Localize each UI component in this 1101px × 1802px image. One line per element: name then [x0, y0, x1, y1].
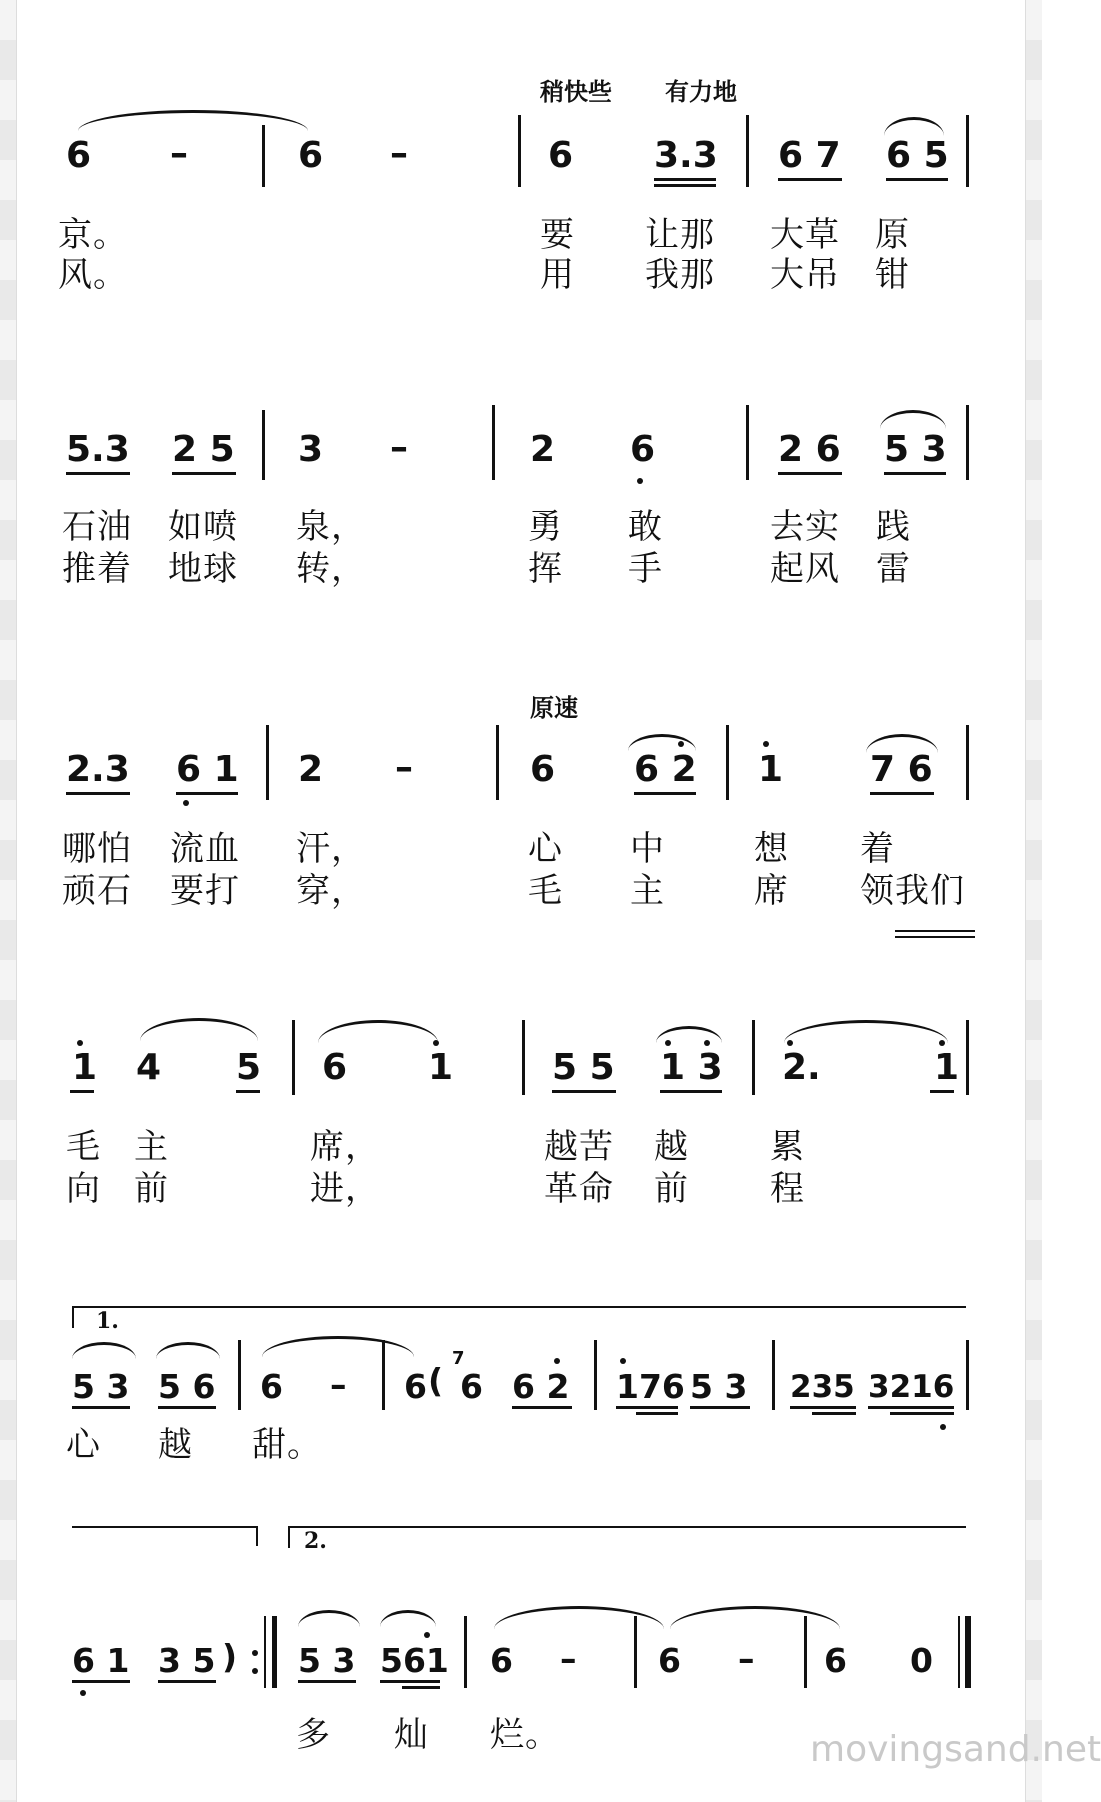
close-paren: )	[222, 1637, 238, 1676]
lyric: 推着	[62, 549, 132, 589]
lyric: 心	[528, 829, 563, 869]
note-group: 235	[790, 1369, 855, 1405]
barline	[804, 1616, 807, 1688]
note: 2	[298, 749, 324, 790]
first-ending-continuation	[72, 1526, 258, 1528]
lyric: 毛	[528, 871, 563, 911]
note-group: 5 3	[884, 429, 947, 470]
underline	[868, 1406, 954, 1409]
note-group: 5 3	[72, 1367, 130, 1406]
lyric: 如喷	[168, 507, 238, 547]
barline	[966, 1020, 969, 1095]
note-group: 6 5	[886, 135, 949, 176]
grace-note: 7	[452, 1348, 465, 1369]
lyric: 进，	[310, 1169, 380, 1209]
lyric: 前	[654, 1169, 689, 1209]
upper-octave-dot	[763, 741, 769, 747]
underline	[790, 1406, 856, 1409]
note-group: 6 7	[778, 135, 841, 176]
note-group: 176	[616, 1367, 685, 1406]
upper-octave-dot	[433, 1040, 439, 1046]
underline	[176, 792, 238, 795]
lyric: 领我们	[860, 871, 965, 911]
note: 1	[934, 1047, 960, 1088]
note: 5	[236, 1047, 262, 1088]
lower-octave-dot	[940, 1424, 946, 1430]
lyric: 钳	[875, 255, 910, 295]
barline	[966, 725, 969, 800]
note-group: 2.3	[66, 749, 130, 790]
note: 0	[910, 1641, 933, 1680]
lyric: 流血	[170, 829, 240, 869]
note: 6	[658, 1641, 681, 1680]
note: 6	[630, 429, 656, 470]
barline	[752, 1020, 755, 1095]
double-underline	[895, 930, 975, 932]
underline	[66, 792, 130, 795]
underline	[158, 1680, 216, 1683]
rest-dash: –	[390, 133, 408, 174]
lyric: 敢	[628, 507, 663, 547]
note: 6	[460, 1367, 483, 1406]
barline	[726, 725, 729, 800]
underline	[884, 472, 946, 475]
slur	[318, 1020, 438, 1043]
lower-octave-dot	[637, 478, 643, 484]
note: 6	[490, 1641, 513, 1680]
lyric: 席，	[310, 1127, 380, 1167]
lyric: 前	[134, 1169, 169, 1209]
barline	[518, 115, 521, 187]
watermark: movingsand.net	[810, 1729, 1101, 1770]
underline	[552, 1090, 616, 1093]
lyric: 大草	[770, 215, 840, 255]
note-group: 2 6	[778, 429, 841, 470]
lyric: 汗，	[296, 829, 366, 869]
barline	[464, 1616, 467, 1688]
lyric: 手	[628, 549, 663, 589]
barline	[746, 115, 749, 187]
note-group: 2 5	[172, 429, 235, 470]
lyric: 穿，	[296, 871, 366, 911]
note: 6	[530, 749, 556, 790]
note-group: 5 3	[690, 1367, 748, 1406]
underline	[654, 178, 716, 181]
note: 1	[758, 749, 784, 790]
note: 1	[72, 1047, 98, 1088]
volta-hook	[256, 1526, 258, 1546]
lyric: 起风	[770, 549, 840, 589]
final-thick-barline	[965, 1616, 971, 1688]
lyric: 践	[876, 507, 911, 547]
final-thin-barline	[958, 1616, 960, 1688]
note-group: 5 6	[158, 1367, 216, 1406]
lyric: 程	[770, 1169, 805, 1209]
rest-dash: –	[738, 1639, 755, 1678]
lower-octave-dot	[80, 1690, 86, 1696]
lyric: 地球	[168, 549, 238, 589]
barline	[966, 1340, 969, 1410]
barline	[238, 1340, 241, 1410]
barline	[746, 405, 749, 480]
upper-octave-dot	[678, 741, 684, 747]
upper-octave-dot	[787, 1040, 793, 1046]
note: 6	[298, 135, 324, 176]
tie	[784, 1020, 948, 1043]
slur	[380, 1610, 436, 1627]
note-group: 3216	[868, 1369, 955, 1405]
upper-octave-dot	[424, 1632, 430, 1638]
note-group: 6 1	[72, 1641, 130, 1680]
note: 2	[530, 429, 556, 470]
lyric: 原	[875, 215, 910, 255]
lyric: 去实	[770, 507, 840, 547]
volta-bracket	[288, 1526, 966, 1528]
slur	[72, 1342, 136, 1359]
lyric: 主	[630, 871, 665, 911]
lyric: 主	[134, 1127, 169, 1167]
tie	[262, 1336, 414, 1357]
rest-dash: –	[330, 1365, 347, 1404]
right-border-strip	[1025, 0, 1042, 1802]
lyric: 累	[770, 1127, 805, 1167]
note: 6	[404, 1367, 427, 1406]
upper-octave-dot	[939, 1040, 945, 1046]
tempo-instruction: 稍快些	[540, 78, 612, 106]
underline	[72, 1680, 130, 1683]
barline	[292, 1020, 295, 1095]
note: 6	[322, 1047, 348, 1088]
note-group: 1 3	[660, 1047, 723, 1088]
slur	[884, 117, 944, 136]
lower-octave-dot	[183, 800, 189, 806]
barline	[262, 125, 265, 187]
rest-dash: –	[170, 133, 188, 174]
lyric: 多	[296, 1715, 331, 1755]
barline	[266, 725, 269, 800]
barline	[966, 405, 969, 480]
volta-number: 2.	[304, 1528, 327, 1554]
open-paren: (	[428, 1361, 444, 1400]
underline	[930, 1090, 954, 1093]
lyric: 心	[66, 1425, 101, 1465]
rest-dash: –	[395, 747, 413, 788]
lyric: 泉，	[296, 507, 366, 547]
lyric: 中	[630, 829, 665, 869]
note: 3	[298, 429, 324, 470]
lyric: 顽石	[62, 871, 132, 911]
underline	[172, 472, 236, 475]
lyric: 向	[66, 1169, 101, 1209]
lyric: 勇	[528, 507, 563, 547]
lyric: 石油	[62, 507, 132, 547]
tempo-instruction: 原速	[530, 694, 578, 722]
lyric: 雷	[876, 549, 911, 589]
barline	[262, 410, 265, 480]
underline	[402, 1686, 440, 1689]
note-group: 5 5	[552, 1047, 615, 1088]
note-group: 6 1	[176, 749, 239, 790]
underline	[158, 1406, 216, 1409]
expression-instruction: 有力地	[665, 78, 737, 106]
slur	[880, 410, 946, 429]
lyric: 挥	[528, 549, 563, 589]
underline	[778, 178, 842, 181]
underline	[70, 1090, 94, 1093]
barline	[772, 1340, 775, 1410]
barline	[966, 115, 969, 187]
note: 1	[428, 1047, 454, 1088]
note-group: 561	[380, 1641, 449, 1680]
repeat-dot	[252, 1650, 258, 1656]
lyric: 转，	[296, 549, 366, 589]
lyric: 哪怕	[62, 829, 132, 869]
underline	[690, 1406, 750, 1409]
lyric: 用	[540, 255, 575, 295]
lyric: 要	[540, 215, 575, 255]
tie	[78, 110, 308, 131]
volta-hook	[288, 1526, 290, 1548]
upper-octave-dot	[704, 1040, 710, 1046]
rest-dash: –	[560, 1639, 577, 1678]
underline	[654, 184, 716, 187]
lyric: 风。	[58, 255, 128, 295]
tie	[494, 1606, 664, 1629]
underline	[634, 792, 696, 795]
rest-dash: –	[390, 427, 408, 468]
volta-number: 1.	[96, 1308, 119, 1334]
underline	[298, 1680, 356, 1683]
lyric: 着	[860, 829, 895, 869]
underline	[616, 1406, 678, 1409]
lyric: 越	[654, 1127, 689, 1167]
lyric: 烂。	[490, 1715, 560, 1755]
lyric: 革命	[544, 1169, 614, 1209]
underline	[660, 1090, 722, 1093]
underline	[636, 1412, 678, 1415]
left-border-strip	[0, 0, 17, 1802]
note-group: 6 2	[634, 749, 697, 790]
note-group: 7 6	[870, 749, 933, 790]
note: 6	[260, 1367, 283, 1406]
note-group: 3.3	[654, 135, 718, 176]
note-group: 5 3	[298, 1641, 356, 1680]
upper-octave-dot	[620, 1358, 626, 1364]
underline	[512, 1406, 572, 1409]
underline	[380, 1680, 440, 1683]
tie	[670, 1606, 840, 1629]
repeat-thin-barline	[264, 1616, 266, 1688]
note: 6	[66, 135, 92, 176]
note: 2.	[782, 1047, 821, 1088]
lyric: 大吊	[770, 255, 840, 295]
note: 4	[136, 1047, 162, 1088]
lyric: 毛	[66, 1127, 101, 1167]
lyric: 甜。	[252, 1425, 322, 1465]
repeat-dot	[252, 1668, 258, 1674]
barline	[522, 1020, 525, 1095]
note-group: 5.3	[66, 429, 130, 470]
slur	[140, 1018, 258, 1041]
note-group: 6 2	[512, 1367, 570, 1406]
barline	[496, 725, 499, 800]
barline	[382, 1340, 385, 1410]
lyric: 我那	[645, 255, 715, 295]
underline	[870, 792, 934, 795]
lyric: 让那	[645, 215, 715, 255]
barline	[492, 405, 495, 480]
underline	[236, 1090, 260, 1093]
upper-octave-dot	[77, 1040, 83, 1046]
underline	[72, 1406, 130, 1409]
lyric: 越	[158, 1425, 193, 1465]
double-underline	[895, 936, 975, 938]
lyric: 灿	[394, 1715, 429, 1755]
lyric: 想	[754, 829, 789, 869]
slur	[298, 1610, 360, 1627]
underline	[890, 1412, 954, 1415]
upper-octave-dot	[665, 1040, 671, 1046]
underline	[886, 178, 948, 181]
barline	[634, 1616, 637, 1688]
underline	[812, 1412, 856, 1415]
repeat-thick-barline	[272, 1616, 277, 1688]
lyric: 要打	[170, 871, 240, 911]
underline	[66, 472, 130, 475]
lyric: 京。	[58, 215, 128, 255]
slur	[156, 1342, 220, 1359]
lyric: 席	[754, 871, 789, 911]
lyric: 越苦	[544, 1127, 614, 1167]
volta-hook	[72, 1306, 74, 1328]
note-group: 3 5	[158, 1641, 216, 1680]
underline	[778, 472, 842, 475]
upper-octave-dot	[554, 1358, 560, 1364]
note: 6	[824, 1641, 847, 1680]
barline	[594, 1340, 597, 1410]
note: 6	[548, 135, 574, 176]
volta-bracket	[72, 1306, 966, 1308]
